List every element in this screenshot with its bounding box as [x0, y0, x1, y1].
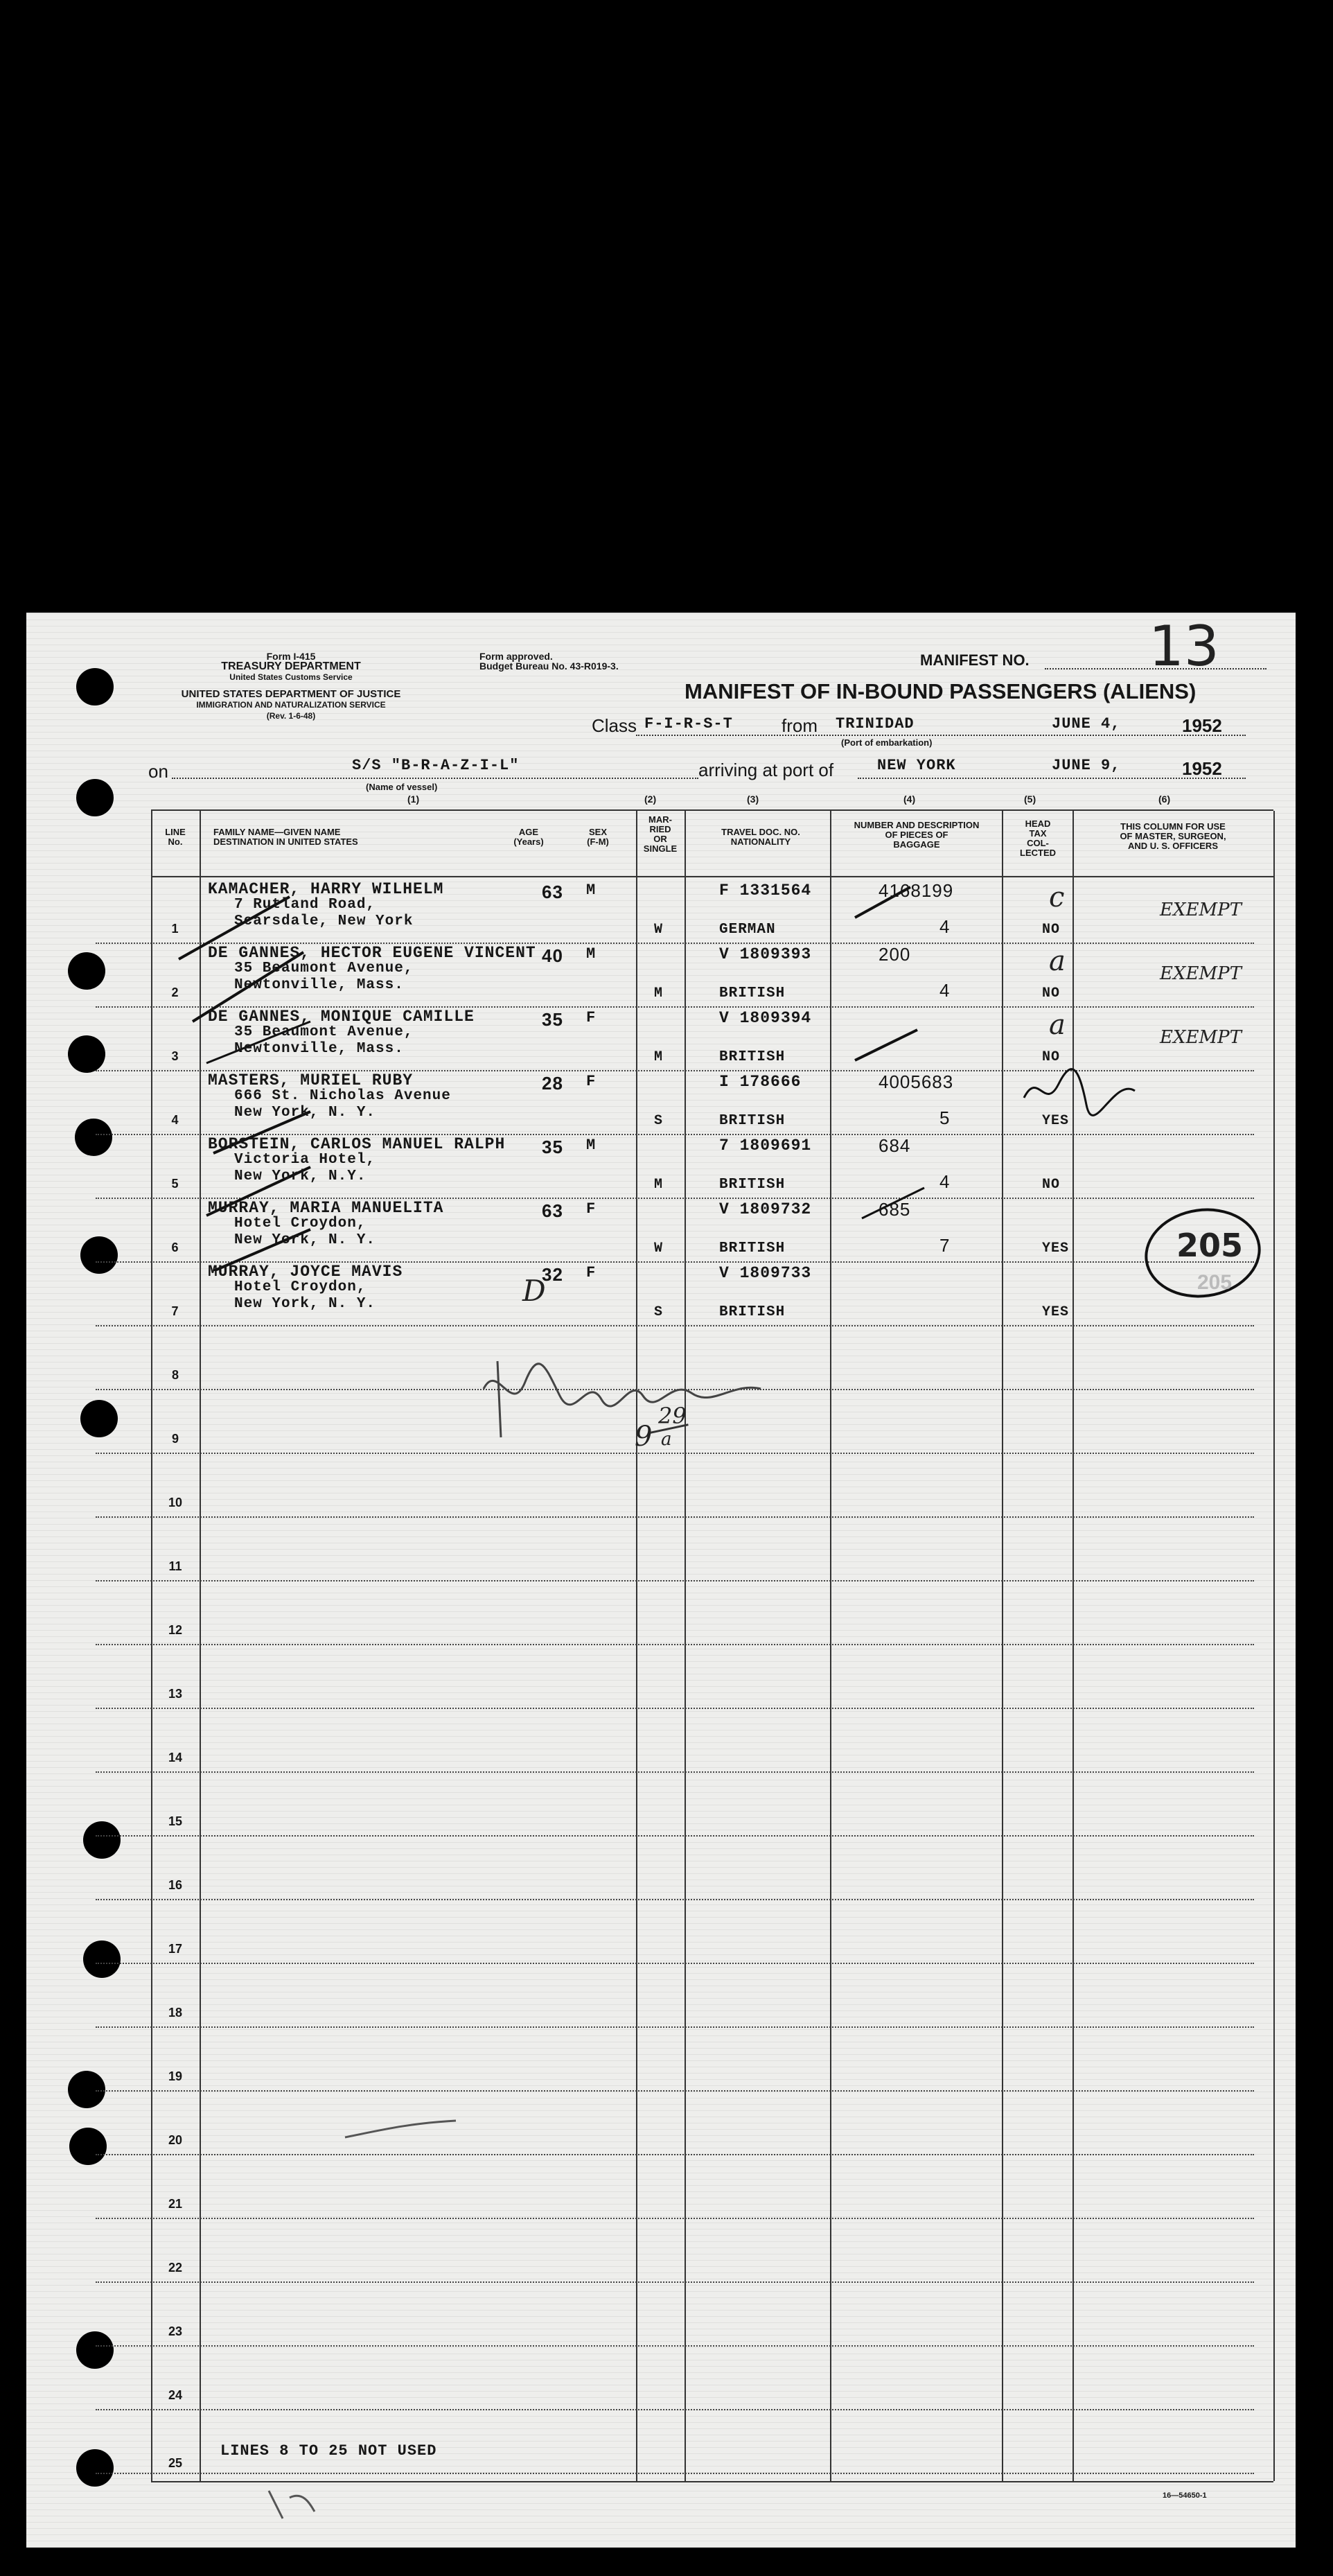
class-value: F-I-R-S-T — [644, 715, 733, 733]
passenger-address-1: Victoria Hotel, — [234, 1152, 376, 1168]
row-rule — [96, 1644, 1254, 1645]
margin-mark — [262, 2484, 317, 2525]
binder-hole — [83, 1940, 121, 1978]
line-number: 21 — [168, 2197, 183, 2211]
passenger-age: 32 — [542, 1264, 563, 1285]
head-tax: YES — [1042, 1241, 1070, 1256]
budget-bureau: Budget Bureau No. 43-R019-3. — [479, 660, 619, 672]
travel-doc-number: V 1809733 — [719, 1264, 812, 1282]
table-top-rule — [151, 809, 1273, 811]
vessel-caption: (Name of vessel) — [366, 782, 438, 792]
marital-status: W — [654, 1241, 664, 1256]
binder-hole — [80, 1236, 118, 1274]
on-rule — [172, 778, 698, 779]
passenger-sex: F — [586, 1264, 597, 1281]
header-baggage: NUMBER AND DESCRIPTION OF PIECES OF BAGGAGE — [854, 820, 980, 850]
header-line-no: LINE No. — [165, 827, 186, 847]
row-rule — [96, 2345, 1254, 2347]
bottom-scrawl — [338, 2117, 463, 2144]
nationality: BRITISH — [719, 1049, 786, 1065]
travel-doc-number: 7 1809691 — [719, 1137, 812, 1155]
baggage-pieces: 4 — [939, 1171, 951, 1192]
arriving-label: arriving at port of — [698, 760, 834, 780]
row-rule — [96, 2473, 1254, 2474]
baggage-number: 4005683 — [879, 1071, 954, 1092]
line-number: 16 — [168, 1878, 183, 1892]
line-number: 23 — [168, 2324, 183, 2338]
officer-note: EXEMPT — [1160, 963, 1242, 984]
travel-doc-number: F 1331564 — [719, 882, 812, 900]
stamp-number: 205 — [1176, 1227, 1244, 1264]
passenger-age: 35 — [542, 1137, 563, 1157]
line-number: 14 — [168, 1751, 183, 1764]
passenger-name: DE GANNES, MONIQUE CAMILLE — [208, 1008, 475, 1026]
line-number: 3 — [171, 1049, 179, 1063]
row-rule — [96, 1899, 1254, 1900]
line-number: 10 — [168, 1496, 183, 1509]
travel-doc-number: I 178666 — [719, 1073, 802, 1091]
head-tax-scrawl — [1017, 1063, 1142, 1119]
passenger-age: 35 — [542, 1009, 563, 1030]
binder-hole — [76, 2331, 114, 2369]
line-number: 13 — [168, 1687, 183, 1701]
passenger-sex: F — [586, 1200, 597, 1218]
baggage-pieces: 7 — [939, 1235, 951, 1256]
unused-lines-note: LINES 8 TO 25 NOT USED — [220, 2442, 437, 2460]
line-number: 5 — [171, 1177, 179, 1191]
col-line-name — [636, 811, 637, 2481]
header-officers: THIS COLUMN FOR USE OF MASTER, SURGEON, AND U. S. OFFICERS — [1120, 821, 1226, 851]
column-number: (2) — [644, 794, 657, 805]
passenger-name: MASTERS, MURIEL RUBY — [208, 1071, 414, 1089]
head-tax: YES — [1042, 1113, 1070, 1129]
row-rule — [96, 2090, 1254, 2092]
officer-note: EXEMPT — [1160, 1027, 1242, 1048]
line-number: 18 — [168, 2006, 183, 2019]
col-line-doc — [830, 811, 831, 2481]
row-rule — [96, 1580, 1254, 1581]
nationality: BRITISH — [719, 1304, 786, 1320]
head-tax: NO — [1042, 1049, 1061, 1065]
nationality: BRITISH — [719, 1113, 786, 1129]
passenger-address-2: New York, N. Y. — [234, 1232, 376, 1248]
binder-hole — [68, 952, 105, 990]
head-tax: NO — [1042, 1177, 1061, 1193]
arrival-year: 1952 — [1182, 758, 1222, 779]
passenger-address-1: Hotel Croydon, — [234, 1216, 367, 1232]
stamp-ghost: 205 — [1197, 1271, 1233, 1294]
column-number: (5) — [1024, 794, 1036, 805]
line-number: 25 — [168, 2456, 183, 2470]
head-tax-mark: a — [1049, 1009, 1066, 1041]
handwritten-date-bottom: 9 — [635, 1421, 653, 1453]
form-number: Form I-415 — [266, 651, 316, 662]
passenger-address-2: New York, N. Y. — [234, 1105, 376, 1121]
passenger-address-2: Scarsdale, New York — [234, 913, 414, 929]
line-number: 4 — [171, 1113, 179, 1127]
header-age: AGE (Years) — [513, 827, 544, 847]
embark-date: JUNE 4, — [1052, 715, 1121, 733]
passenger-sex: M — [586, 882, 597, 899]
row-rule — [96, 2281, 1254, 2283]
bag-check-marks — [848, 883, 1000, 1229]
passenger-name: BORSTEIN, CARLOS MANUEL RALPH — [208, 1135, 506, 1153]
marital-status: M — [654, 1049, 664, 1065]
row-rule — [96, 1708, 1254, 1709]
binder-hole — [75, 1119, 112, 1156]
binder-hole — [69, 2128, 107, 2165]
passenger-address-1: 35 Beaumont Avenue, — [234, 1024, 414, 1040]
passenger-sex: F — [586, 1073, 597, 1090]
binder-hole — [68, 1035, 105, 1073]
passenger-age: 40 — [542, 945, 563, 966]
binder-hole — [76, 2449, 114, 2487]
line-number: 17 — [168, 1942, 183, 1956]
line-number: 24 — [168, 2388, 183, 2402]
arrive-rule — [858, 778, 1246, 779]
customs-service: United States Customs Service — [229, 672, 353, 682]
nationality: BRITISH — [719, 1241, 786, 1256]
row-rule — [96, 2154, 1254, 2155]
passenger-name: MURRAY, MARIA MANUELITA — [208, 1199, 444, 1217]
nationality: BRITISH — [719, 985, 786, 1001]
line-number: 20 — [168, 2133, 183, 2147]
passenger-address-1: 35 Beaumont Avenue, — [234, 961, 414, 976]
passenger-address-1: 666 St. Nicholas Avenue — [234, 1088, 451, 1104]
passenger-address-2: New York, N.Y. — [234, 1168, 367, 1184]
line-number: 8 — [171, 1368, 179, 1382]
table-bottom-rule — [151, 2481, 1273, 2482]
baggage-pieces: 5 — [939, 1107, 951, 1128]
handwritten-d: D — [522, 1274, 546, 1308]
passenger-name: MURRAY, JOYCE MAVIS — [208, 1263, 403, 1281]
line-number: 6 — [171, 1241, 179, 1254]
passenger-address-1: Hotel Croydon, — [234, 1279, 367, 1295]
manifest-no-label: MANIFEST NO. — [920, 651, 1030, 669]
embark-year: 1952 — [1182, 715, 1222, 736]
manifest-number: 13 — [1149, 614, 1219, 678]
col-line-right — [1273, 811, 1275, 2481]
passenger-address-2: Newtonville, Mass. — [234, 977, 404, 993]
marital-status: M — [654, 985, 664, 1001]
passenger-address-2: Newtonville, Mass. — [234, 1041, 404, 1057]
treasury-dept: TREASURY DEPARTMENT — [221, 660, 361, 672]
passenger-address-2: New York, N. Y. — [234, 1296, 376, 1312]
port-embark-caption: (Port of embarkation) — [841, 737, 933, 748]
col-line-ms — [685, 811, 686, 2481]
header-bottom-rule — [151, 876, 1273, 877]
line-number: 15 — [168, 1814, 183, 1828]
footer-code: 16—54650-1 — [1163, 2491, 1207, 2500]
class-label: Class — [592, 715, 637, 736]
travel-doc-number: V 1809393 — [719, 945, 812, 963]
head-tax: YES — [1042, 1304, 1070, 1320]
passenger-age: 63 — [542, 882, 563, 902]
passenger-sex: M — [586, 1137, 597, 1154]
row-rule — [96, 2026, 1254, 2028]
justice-dept: UNITED STATES DEPARTMENT OF JUSTICE — [181, 688, 401, 700]
marital-status: W — [654, 922, 664, 938]
head-tax: NO — [1042, 922, 1061, 938]
baggage-number: 684 — [879, 1135, 911, 1156]
travel-doc-number: V 1809732 — [719, 1200, 812, 1218]
column-number: (1) — [407, 794, 420, 805]
row-rule — [96, 1516, 1254, 1518]
line-number: 9 — [171, 1432, 179, 1446]
header-travel-doc: TRAVEL DOC. NO. NATIONALITY — [721, 827, 800, 847]
binder-hole — [80, 1400, 118, 1437]
row-rule — [96, 1835, 1254, 1837]
row-rule — [96, 1325, 1254, 1326]
manifest-title: MANIFEST OF IN-BOUND PASSENGERS (ALIENS) — [685, 679, 1197, 703]
head-tax-mark: a — [1049, 945, 1066, 977]
embark-port: TRINIDAD — [836, 715, 915, 733]
col-line-bag — [1002, 811, 1003, 2481]
header-sex: SEX (F-M) — [587, 827, 609, 847]
vessel-name: S/S "B-R-A-Z-I-L" — [352, 757, 520, 774]
column-number: (3) — [747, 794, 759, 805]
col-line-left — [151, 811, 152, 2481]
row-rule — [96, 1771, 1254, 1773]
baggage-pieces: 4 — [939, 980, 951, 1001]
passenger-address-1: 7 Rutland Road, — [234, 897, 376, 913]
column-number: (4) — [903, 794, 916, 805]
marital-status: S — [654, 1304, 664, 1320]
revision: (Rev. 1-6-48) — [266, 711, 316, 721]
form-approved: Form approved. — [479, 651, 553, 662]
binder-hole — [68, 2071, 105, 2108]
row-rule — [96, 1453, 1254, 1454]
marital-status: S — [654, 1113, 664, 1129]
line-number: 19 — [168, 2069, 183, 2083]
row-rule — [96, 2218, 1254, 2219]
handwritten-date-sup: a — [661, 1429, 672, 1450]
arrival-port: NEW YORK — [877, 757, 956, 774]
line-number: 7 — [171, 1304, 179, 1318]
manifest-page — [26, 613, 1296, 2548]
passenger-sex: M — [586, 945, 597, 963]
header-name: FAMILY NAME—GIVEN NAME DESTINATION IN UNITED STATES — [213, 827, 358, 847]
from-label: from — [782, 715, 818, 736]
line-number: 1 — [171, 922, 179, 936]
passenger-sex: F — [586, 1009, 597, 1026]
nationality: BRITISH — [719, 1177, 786, 1193]
header-head-tax: HEAD TAX COL- LECTED — [1020, 818, 1056, 858]
passenger-age: 63 — [542, 1200, 563, 1221]
ins-service: IMMIGRATION AND NATURALIZATION SERVICE — [196, 700, 386, 710]
line-number: 2 — [171, 985, 179, 999]
line-number: 11 — [168, 1559, 182, 1573]
nationality: GERMAN — [719, 922, 776, 938]
col-line-tax — [1072, 811, 1074, 2481]
header-married: MAR- RIED OR SINGLE — [643, 814, 678, 854]
signature-scrawl — [470, 1347, 782, 1444]
passenger-age: 28 — [542, 1073, 563, 1094]
class-rule — [636, 735, 1246, 736]
officer-note: EXEMPT — [1160, 900, 1242, 920]
binder-hole — [83, 1821, 121, 1859]
marital-status: M — [654, 1177, 664, 1193]
on-label: on — [148, 761, 168, 782]
head-tax: NO — [1042, 985, 1061, 1001]
head-tax-mark: c — [1049, 882, 1065, 913]
travel-doc-number: V 1809394 — [719, 1009, 812, 1027]
handwritten-date-top: 29 — [658, 1403, 687, 1429]
binder-hole — [76, 779, 114, 816]
row-rule — [96, 2409, 1254, 2410]
line-number: 22 — [168, 2261, 183, 2275]
baggage-number: 685 — [879, 1199, 911, 1220]
column-number: (6) — [1158, 794, 1171, 805]
line-number: 12 — [168, 1623, 183, 1637]
row-rule — [96, 1963, 1254, 1964]
passenger-name: DE GANNES, HECTOR EUGENE VINCENT — [208, 944, 536, 962]
passenger-name: KAMACHER, HARRY WILHELM — [208, 880, 444, 898]
baggage-number: 4168199 — [879, 880, 954, 901]
arrival-date: JUNE 9, — [1052, 757, 1121, 774]
binder-hole — [76, 668, 114, 706]
baggage-pieces: 4 — [939, 916, 951, 937]
baggage-number: 200 — [879, 944, 911, 965]
